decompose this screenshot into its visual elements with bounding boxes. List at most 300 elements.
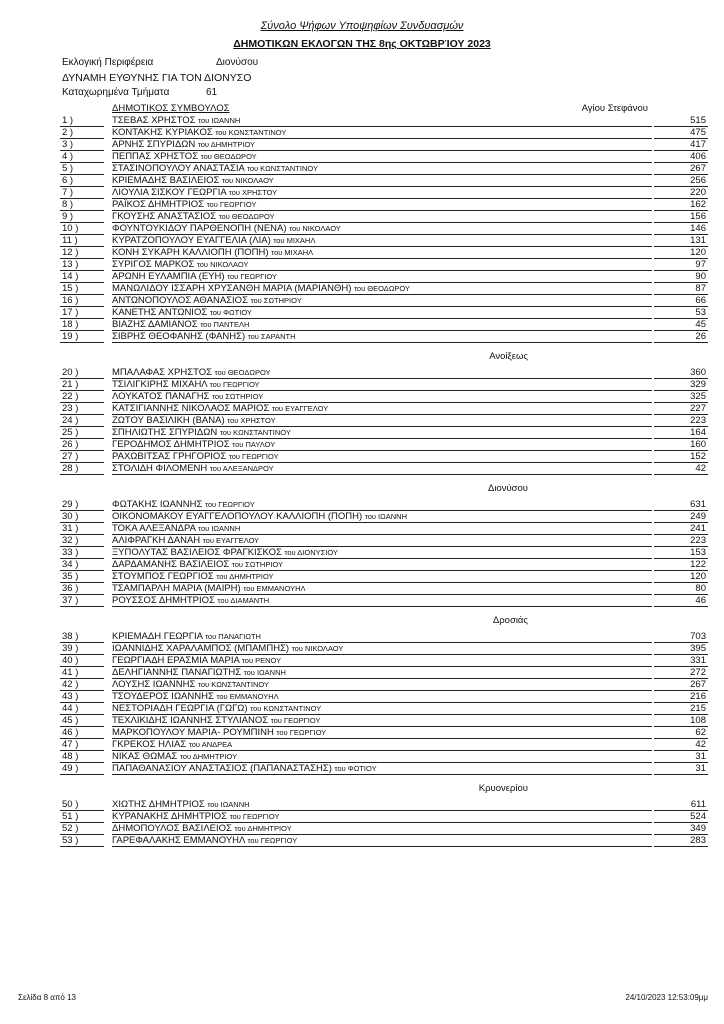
candidate-father: του ΘΕΟΔΩΡΟΥ [354, 284, 411, 293]
candidate-father: του ΓΕΩΡΓΙΟΥ [229, 812, 280, 821]
candidate-votes: 152 [690, 451, 706, 462]
candidate-votes: 42 [695, 739, 706, 750]
candidate-row [60, 367, 708, 379]
table-header [60, 103, 708, 115]
candidate-number: 33 ) [62, 547, 79, 558]
candidate-name: ΛΟΥΣΗΣ ΙΩΑΝΝΗΣ [112, 679, 196, 690]
section-header [60, 343, 708, 367]
region-value: Διονύσου [216, 57, 259, 68]
candidate-votes: 360 [690, 367, 706, 378]
candidate-father: του ΘΕΟΔΩΡΟΥ [200, 152, 257, 161]
candidate-votes: 223 [690, 535, 706, 546]
candidate-votes: 216 [690, 691, 706, 702]
candidate-row [60, 535, 708, 547]
candidate-name-cell [112, 115, 652, 127]
candidate-number: 32 ) [62, 535, 79, 546]
sections-label: Καταχωρημένα Τμήματα [62, 87, 170, 98]
candidate-name-cell [112, 175, 652, 187]
candidate-number: 31 ) [62, 523, 79, 534]
candidate-name-cell [112, 511, 652, 523]
candidate-number: 25 ) [62, 427, 79, 438]
candidate-number: 44 ) [62, 703, 79, 714]
candidate-name: ΔΕΛΗΓΙΑΝΝΗΣ ΠΑΝΑΓΙΩΤΗΣ [112, 667, 242, 678]
candidate-name: ΦΩΤΑΚΗΣ ΙΩΑΝΝΗΣ [112, 499, 203, 510]
candidate-number: 46 ) [62, 727, 79, 738]
candidate-father: του ΕΥΑΓΓΕΛΟΥ [271, 404, 329, 413]
candidate-votes: 156 [690, 211, 706, 222]
candidate-father: του ΑΝΔΡΕΑ [188, 740, 233, 749]
section-header [60, 475, 708, 499]
candidate-father: του ΓΕΩΡΓΙΟΥ [270, 716, 321, 725]
candidate-name: ΑΡΩΝΗ ΕΥΛΑΜΠΙΑ (ΕΥΗ) [112, 271, 225, 282]
candidate-number: 47 ) [62, 739, 79, 750]
candidate-number: 42 ) [62, 679, 79, 690]
document-subtitle: ΔΗΜΟΤΙΚΩΝ ΕΚΛΟΓΩΝ ΤΗΣ 8ης ΟΚΤΩΒΡΊΟΥ 2023 [233, 38, 491, 50]
candidate-row [60, 835, 708, 847]
candidate-row [60, 199, 708, 211]
candidate-number: 20 ) [62, 367, 79, 378]
candidate-number: 1 ) [62, 115, 74, 126]
candidate-name-cell [112, 391, 652, 403]
candidate-row [60, 139, 708, 151]
candidate-votes: 515 [690, 115, 706, 126]
candidate-votes: 267 [690, 163, 706, 174]
candidate-row [60, 715, 708, 727]
candidate-votes: 153 [690, 547, 706, 558]
candidate-name: ΓΚΡΕΚΟΣ ΗΛΙΑΣ [112, 739, 187, 750]
candidate-row [60, 499, 708, 511]
candidate-number: 41 ) [62, 667, 79, 678]
candidate-row [60, 823, 708, 835]
candidate-number: 34 ) [62, 559, 79, 570]
candidate-row [60, 127, 708, 139]
candidate-votes: 215 [690, 703, 706, 714]
candidate-name: ΑΛΙΦΡΑΓΚΗ ΔΑΝΑΗ [112, 535, 201, 546]
candidate-votes: 417 [690, 139, 706, 150]
candidate-number: 2 ) [62, 127, 74, 138]
candidate-name: ΓΕΩΡΓΙΑΔΗ ΕΡΑΣΜΙΑ ΜΑΡΙΑ [112, 655, 240, 666]
candidate-father: του ΡΕΝΟΥ [241, 656, 282, 665]
candidate-number: 39 ) [62, 643, 79, 654]
candidate-name-cell [112, 139, 652, 151]
candidate-name-cell [112, 235, 652, 247]
candidate-votes: 220 [690, 187, 706, 198]
candidate-row [60, 223, 708, 235]
candidate-name-cell [112, 415, 652, 427]
candidate-father: του ΝΙΚΟΛΑΟΥ [291, 644, 344, 653]
candidate-number: 15 ) [62, 283, 79, 294]
candidate-number: 9 ) [62, 211, 74, 222]
candidate-name: ΤΣΙΛΙΓΚΙΡΗΣ ΜΙΧΑΗΛ [112, 379, 208, 390]
candidate-father: του ΔΗΜΗΤΡΙΟΥ [179, 752, 238, 761]
candidate-number: 4 ) [62, 151, 74, 162]
region-label: Εκλογική Περιφέρεια [62, 57, 154, 68]
candidate-row [60, 655, 708, 667]
candidate-row [60, 571, 708, 583]
candidate-name-cell [112, 403, 652, 415]
candidate-father: του ΚΩΝΣΤΑΝΤΙΝΟΥ [219, 428, 291, 437]
section-title: Δροσιάς [492, 615, 528, 626]
candidate-number: 24 ) [62, 415, 79, 426]
candidate-name: ΚΟΝΗ ΣΥΚΑΡΗ ΚΑΛΛΙΟΠΗ (ΠΟΠΗ) [112, 247, 269, 258]
candidate-votes: 272 [690, 667, 706, 678]
candidate-name-cell [112, 259, 652, 271]
candidate-name-cell [112, 367, 652, 379]
candidate-votes: 249 [690, 511, 706, 522]
candidate-name: ΒΙΑΖΗΣ ΔΑΜΙΑΝΟΣ [112, 319, 198, 330]
candidate-father: του ΘΕΟΔΩΡΟΥ [214, 368, 271, 377]
candidate-votes: 80 [695, 583, 706, 594]
section-title: Κρυονερίου [478, 783, 528, 794]
candidate-name-cell [112, 283, 652, 295]
candidate-votes: 631 [690, 499, 706, 510]
candidate-row [60, 727, 708, 739]
candidate-number: 12 ) [62, 247, 79, 258]
candidate-name: ΣΤΟΥΜΠΟΣ ΓΕΩΡΓΙΟΣ [112, 571, 214, 582]
candidate-row [60, 307, 708, 319]
candidate-name: ΛΟΥΚΑΤΟΣ ΠΑΝΑΓΗΣ [112, 391, 210, 402]
candidate-votes: 146 [690, 223, 706, 234]
candidate-votes: 160 [690, 439, 706, 450]
candidate-name: ΚΑΤΣΙΓΙΑΝΝΗΣ ΝΙΚΟΛΑΟΣ ΜΑΡΙΟΣ [112, 403, 270, 414]
party-name: ΔΥΝΑΜΗ ΕΥΘΥΝΗΣ ΓΙΑ ΤΟΝ ΔΙΟΝΥΣΟ [62, 72, 252, 84]
candidate-votes: 62 [695, 727, 706, 738]
candidate-votes: 108 [690, 715, 706, 726]
candidate-row [60, 211, 708, 223]
candidate-name-cell [112, 643, 652, 655]
candidate-row [60, 631, 708, 643]
candidate-votes: 223 [690, 415, 706, 426]
section-title: Διονύσου [487, 483, 528, 494]
candidate-row [60, 523, 708, 535]
candidate-votes: 45 [695, 319, 706, 330]
candidate-name: ΠΑΠΑΘΑΝΑΣΙΟΥ ΑΝΑΣΤΑΣΙΟΣ (ΠΑΠΑΝΑΣΤΑΣΗΣ) [112, 763, 332, 774]
candidate-name: ΤΕΧΛΙΚΙΔΗΣ ΙΩΑΝΝΗΣ ΣΤΥΛΙΑΝΟΣ [112, 715, 269, 726]
candidate-name-cell [112, 271, 652, 283]
candidate-name-cell [112, 463, 652, 475]
candidate-father: του ΙΩΑΝΝΗ [198, 524, 241, 533]
candidate-name-cell [112, 595, 652, 607]
section-header [60, 607, 708, 631]
candidate-father: του ΔΙΟΝΥΣΙΟΥ [284, 548, 338, 557]
candidate-father: του ΚΩΝΣΤΑΝΤΙΝΟΥ [246, 164, 318, 173]
candidate-name: ΣΤΟΛΙΔΗ ΦΙΛΟΜΕΝΗ [112, 463, 208, 474]
candidate-name: ΟΙΚΟΝΟΜΑΚΟΥ ΕΥΑΓΓΕΛΟΠΟΥΛΟΥ ΚΑΛΛΙΟΠΗ (ΠΟΠΗ) [112, 511, 363, 522]
candidate-row [60, 151, 708, 163]
candidate-name: ΚΥΡΑΤΖΟΠΟΥΛΟΥ ΕΥΑΓΓΕΛΙΑ (ΛΙΑ) [112, 235, 271, 246]
candidate-name: ΤΣΟΥΔΕΡΟΣ ΙΩΑΝΝΗΣ [112, 691, 214, 702]
candidate-number: 37 ) [62, 595, 79, 606]
candidate-name-cell [112, 127, 652, 139]
candidate-name: ΣΤΑΣΙΝΟΠΟΥΛΟΥ ΑΝΑΣΤΑΣΙΑ [112, 163, 245, 174]
candidate-name: ΑΝΤΩΝΟΠΟΥΛΟΣ ΑΘΑΝΑΣΙΟΣ [112, 295, 248, 306]
candidate-votes: 97 [695, 259, 706, 270]
candidate-row [60, 427, 708, 439]
candidate-votes: 131 [690, 235, 706, 246]
candidate-father: του ΜΙΧΑΗΛ [271, 248, 314, 257]
print-timestamp: 24/10/2023 12:53:09μμ [625, 993, 708, 1002]
candidate-name: ΚΥΡΑΝΑΚΗΣ ΔΗΜΗΤΡΙΟΣ [112, 811, 228, 822]
candidate-father: του ΧΡΗΣΤΟΥ [227, 416, 276, 425]
candidate-number: 52 ) [62, 823, 79, 834]
candidate-votes: 349 [690, 823, 706, 834]
candidate-name: ΔΑΡΔΑΜΑΝΗΣ ΒΑΣΙΛΕΙΟΣ [112, 559, 230, 570]
candidate-votes: 42 [695, 463, 706, 474]
candidate-row [60, 271, 708, 283]
candidate-father: του ΣΑΡΑΝΤΗ [247, 332, 296, 341]
candidate-number: 38 ) [62, 631, 79, 642]
candidate-name: ΣΥΡΙΓΟΣ ΜΑΡΚΟΣ [112, 259, 195, 270]
candidate-number: 51 ) [62, 811, 79, 822]
candidate-row [60, 547, 708, 559]
candidate-row [60, 511, 708, 523]
candidate-father: του ΚΩΝΣΤΑΝΤΙΝΟΥ [197, 680, 269, 689]
candidate-name-cell [112, 319, 652, 331]
candidate-father: του ΙΩΑΝΝΗ [198, 116, 241, 125]
candidate-father: του ΝΙΚΟΛΑΟΥ [222, 176, 274, 185]
candidate-name: ΤΣΕΒΑΣ ΧΡΗΣΤΟΣ [112, 115, 196, 126]
candidate-name: ΑΡΝΗΣ ΣΠΥΡΙΔΩΝ [112, 139, 196, 150]
candidate-number: 13 ) [62, 259, 79, 270]
candidate-row [60, 799, 708, 811]
sections-value: 61 [206, 87, 218, 98]
candidate-father: του ΓΕΩΡΓΙΟΥ [209, 380, 260, 389]
candidate-name-cell [112, 151, 652, 163]
candidate-father: του ΕΥΑΓΓΕΛΟΥ [202, 536, 260, 545]
candidate-name: ΓΚΟΥΣΗΣ ΑΝΑΣΤΑΣΙΟΣ [112, 211, 217, 222]
candidate-name: ΣΠΗΛΙΩΤΗΣ ΣΠΥΡΙΔΩΝ [112, 427, 218, 438]
candidate-number: 14 ) [62, 271, 79, 282]
candidate-number: 30 ) [62, 511, 79, 522]
candidate-father: του ΓΕΩΡΓΙΟΥ [206, 200, 257, 209]
candidate-name: ΝΙΚΑΣ ΘΩΜΑΣ [112, 751, 178, 762]
candidate-number: 21 ) [62, 379, 79, 390]
candidate-row [60, 751, 708, 763]
candidate-name: ΔΗΜΟΠΟΥΛΟΣ ΒΑΣΙΛΕΙΟΣ [112, 823, 232, 834]
candidate-name: ΧΙΩΤΗΣ ΔΗΜΗΤΡΙΟΣ [112, 799, 205, 810]
candidate-votes: 87 [695, 283, 706, 294]
candidate-number: 19 ) [62, 331, 79, 342]
candidate-name: ΞΥΠΟΛΥΤΑΣ ΒΑΣΙΛΕΙΟΣ ΦΡΑΓΚΙΣΚΟΣ [112, 547, 282, 558]
candidate-number: 17 ) [62, 307, 79, 318]
candidate-name-cell [112, 583, 652, 595]
candidate-name: ΚΡΙΕΜΑΔΗ ΓΕΩΡΓΙΑ [112, 631, 203, 642]
section-title: Ανοίξεως [489, 351, 528, 362]
candidate-votes: 120 [690, 571, 706, 582]
candidate-votes: 46 [695, 595, 706, 606]
candidate-name-cell [112, 559, 652, 571]
candidate-votes: 331 [690, 655, 706, 666]
candidate-name-cell [112, 427, 652, 439]
candidate-name-cell [112, 823, 652, 835]
candidate-votes: 267 [690, 679, 706, 690]
candidate-father: του ΜΙΧΑΗΛ [273, 236, 316, 245]
candidate-row [60, 247, 708, 259]
candidate-row [60, 331, 708, 343]
candidate-name-cell [112, 571, 652, 583]
candidate-row [60, 583, 708, 595]
candidate-row [60, 187, 708, 199]
candidate-number: 36 ) [62, 583, 79, 594]
candidate-name-cell [112, 451, 652, 463]
candidate-name: ΠΕΠΠΑΣ ΧΡΗΣΤΟΣ [112, 151, 199, 162]
candidate-father: του ΦΩΤΙΟΥ [209, 308, 252, 317]
candidate-name-cell [112, 715, 652, 727]
candidate-number: 5 ) [62, 163, 74, 174]
candidate-number: 50 ) [62, 799, 79, 810]
candidate-name: ΙΩΑΝΝΙΔΗΣ ΧΑΡΑΛΑΜΠΟΣ (ΜΠΑΜΠΗΣ) [112, 643, 290, 654]
candidate-name: ΤΟΚΑ ΑΛΕΞΑΝΔΡΑ [112, 523, 196, 534]
candidate-name: ΚΑΝΕΤΗΣ ΑΝΤΩΝΙΟΣ [112, 307, 208, 318]
candidate-name: ΓΕΡΟΔΗΜΟΣ ΔΗΜΗΤΡΙΟΣ [112, 439, 230, 450]
candidate-number: 16 ) [62, 295, 79, 306]
candidate-number: 45 ) [62, 715, 79, 726]
candidate-name-cell [112, 763, 652, 775]
candidate-number: 40 ) [62, 655, 79, 666]
candidate-name-cell [112, 727, 652, 739]
candidate-name-cell [112, 631, 652, 643]
candidate-father: του ΣΩΤΗΡΙΟΥ [231, 560, 284, 569]
candidate-row [60, 403, 708, 415]
candidate-row [60, 415, 708, 427]
candidate-name-cell [112, 667, 652, 679]
candidate-row [60, 811, 708, 823]
candidate-name-cell [112, 307, 652, 319]
candidate-name: ΜΑΝΩΛΙΔΟΥ ΙΣΣΑΡΗ ΧΡΥΣΑΝΘΗ ΜΑΡΙΑ (ΜΑΡΙΑΝΘΗ) [112, 283, 352, 294]
candidate-name-cell [112, 331, 652, 343]
candidate-name-cell [112, 655, 652, 667]
candidate-votes: 395 [690, 643, 706, 654]
candidate-father: του ΔΗΜΗΤΡΙΟΥ [197, 140, 256, 149]
candidate-number: 8 ) [62, 199, 74, 210]
candidate-row [60, 259, 708, 271]
candidate-name-cell [112, 751, 652, 763]
candidate-votes: 325 [690, 391, 706, 402]
candidate-number: 49 ) [62, 763, 79, 774]
candidate-row [60, 763, 708, 775]
candidate-name-cell [112, 691, 652, 703]
candidate-number: 35 ) [62, 571, 79, 582]
candidate-row [60, 739, 708, 751]
candidate-father: του ΣΩΤΗΡΙΟΥ [212, 392, 264, 401]
candidate-father: του ΙΩΑΝΝΗ [207, 800, 250, 809]
candidate-row [60, 667, 708, 679]
candidate-number: 43 ) [62, 691, 79, 702]
candidate-name-cell [112, 247, 652, 259]
candidate-father: του ΙΩΑΝΝΗ [243, 668, 286, 677]
candidate-votes: 329 [690, 379, 706, 390]
candidate-father: του ΠΑΥΛΟΥ [232, 440, 276, 449]
candidate-father: του ΓΕΩΡΓΙΟΥ [276, 728, 327, 737]
candidate-votes: 122 [690, 559, 706, 570]
candidate-votes: 227 [690, 403, 706, 414]
candidate-row [60, 391, 708, 403]
candidate-father: του ΓΕΩΡΓΙΟΥ [205, 500, 255, 509]
candidate-father: του ΝΙΚΟΛΑΟΥ [196, 260, 249, 269]
candidate-name-cell [112, 703, 652, 715]
candidate-number: 23 ) [62, 403, 79, 414]
candidate-votes: 703 [690, 631, 706, 642]
candidate-father: του ΔΗΜΗΤΡΙΟΥ [216, 572, 274, 581]
column-header-council: ΔΗΜΟΤΙΚΟΣ ΣΥΜΒΟΥΛΟΣ [112, 103, 230, 114]
candidate-father: του ΝΙΚΟΛΑΟΥ [289, 224, 341, 233]
candidate-father: του ΕΜΜΑΝΟΥΗΛ [243, 584, 306, 593]
candidate-votes: 256 [690, 175, 706, 186]
candidate-name: ΡΟΥΣΣΟΣ ΔΗΜΗΤΡΙΟΣ [112, 595, 215, 606]
candidate-name: ΣΙΒΡΗΣ ΘΕΟΦΑΝΗΣ (ΦΑΝΗΣ) [112, 331, 246, 342]
candidate-number: 53 ) [62, 835, 79, 846]
candidate-father: του ΔΙΑΜΑΝΤΗ [217, 596, 270, 605]
candidate-row [60, 559, 708, 571]
candidate-father: του ΑΛΕΞΑΝΔΡΟΥ [209, 464, 274, 473]
candidate-row [60, 175, 708, 187]
candidate-number: 27 ) [62, 451, 79, 462]
candidate-name-cell [112, 439, 652, 451]
candidate-number: 26 ) [62, 439, 79, 450]
candidate-votes: 26 [695, 331, 706, 342]
candidate-name-cell [112, 211, 652, 223]
candidate-father: του ΧΡΗΣΤΟΥ [228, 188, 278, 197]
candidate-father: του ΓΕΩΡΓΙΟΥ [227, 272, 277, 281]
candidate-number: 6 ) [62, 175, 74, 186]
section-header [60, 775, 708, 799]
candidate-father: του ΓΕΩΡΓΙΟΥ [247, 836, 298, 845]
candidate-father: του ΚΩΝΣΤΑΝΤΙΝΟΥ [215, 128, 287, 137]
candidate-row [60, 295, 708, 307]
candidate-row [60, 691, 708, 703]
candidate-number: 11 ) [62, 235, 78, 246]
candidate-father: του ΚΩΝΣΤΑΝΤΙΝΟΥ [250, 704, 322, 713]
candidate-name: ΚΡΙΕΜΑΔΗΣ ΒΑΣΙΛΕΙΟΣ [112, 175, 220, 186]
candidate-name-cell [112, 835, 652, 847]
section-title: Αγίου Στεφάνου [581, 103, 648, 114]
candidate-name: ΓΑΡΕΦΑΛΑΚΗΣ ΕΜΜΑΝΟΥΗΛ [112, 835, 245, 846]
candidate-name: ΡΑΪΚΟΣ ΔΗΜΗΤΡΙΟΣ [112, 199, 205, 210]
candidate-number: 29 ) [62, 499, 79, 510]
candidate-name-cell [112, 523, 652, 535]
candidate-number: 7 ) [62, 187, 74, 198]
candidate-votes: 475 [690, 127, 706, 138]
candidate-votes: 66 [695, 295, 706, 306]
row-rule-left [60, 846, 104, 847]
candidate-father: του ΔΗΜΗΤΡΙΟΥ [234, 824, 292, 833]
candidate-row [60, 451, 708, 463]
candidate-name-cell [112, 163, 652, 175]
candidate-name: ΝΕΣΤΟΡΙΑΔΗ ΓΕΩΡΓΙΑ (ΓΩΓΩ) [112, 703, 248, 714]
candidate-name-cell [112, 679, 652, 691]
candidates-table [60, 103, 708, 847]
candidate-name-cell [112, 223, 652, 235]
candidate-name: ΡΑΧΩΒΙΤΣΑΣ ΓΡΗΓΟΡΙΟΣ [112, 451, 227, 462]
candidate-name-cell [112, 199, 652, 211]
candidate-father: του ΕΜΜΑΝΟΥΗΛ [216, 692, 279, 701]
candidate-row [60, 679, 708, 691]
candidate-name-cell [112, 739, 652, 751]
candidate-votes: 162 [690, 199, 706, 210]
candidate-votes: 241 [690, 523, 706, 534]
row-rule-right [654, 846, 708, 847]
candidate-name: ΦΟΥΝΤΟΥΚΙΔΟΥ ΠΑΡΘΕΝΟΠΗ (ΝΕΝΑ) [112, 223, 287, 234]
candidate-number: 28 ) [62, 463, 79, 474]
candidate-row [60, 283, 708, 295]
candidate-name-cell [112, 499, 652, 511]
candidate-name-cell [112, 547, 652, 559]
candidate-number: 10 ) [62, 223, 79, 234]
candidate-name: ΖΩΤΟΥ ΒΑΣΙΛΙΚΗ (ΒΑΝΑ) [112, 415, 225, 426]
candidate-votes: 524 [690, 811, 706, 822]
candidate-row [60, 115, 708, 127]
candidate-name: ΛΙΟΥΛΙΑ ΣΙΣΚΟΥ ΓΕΩΡΓΙΑ [112, 187, 227, 198]
